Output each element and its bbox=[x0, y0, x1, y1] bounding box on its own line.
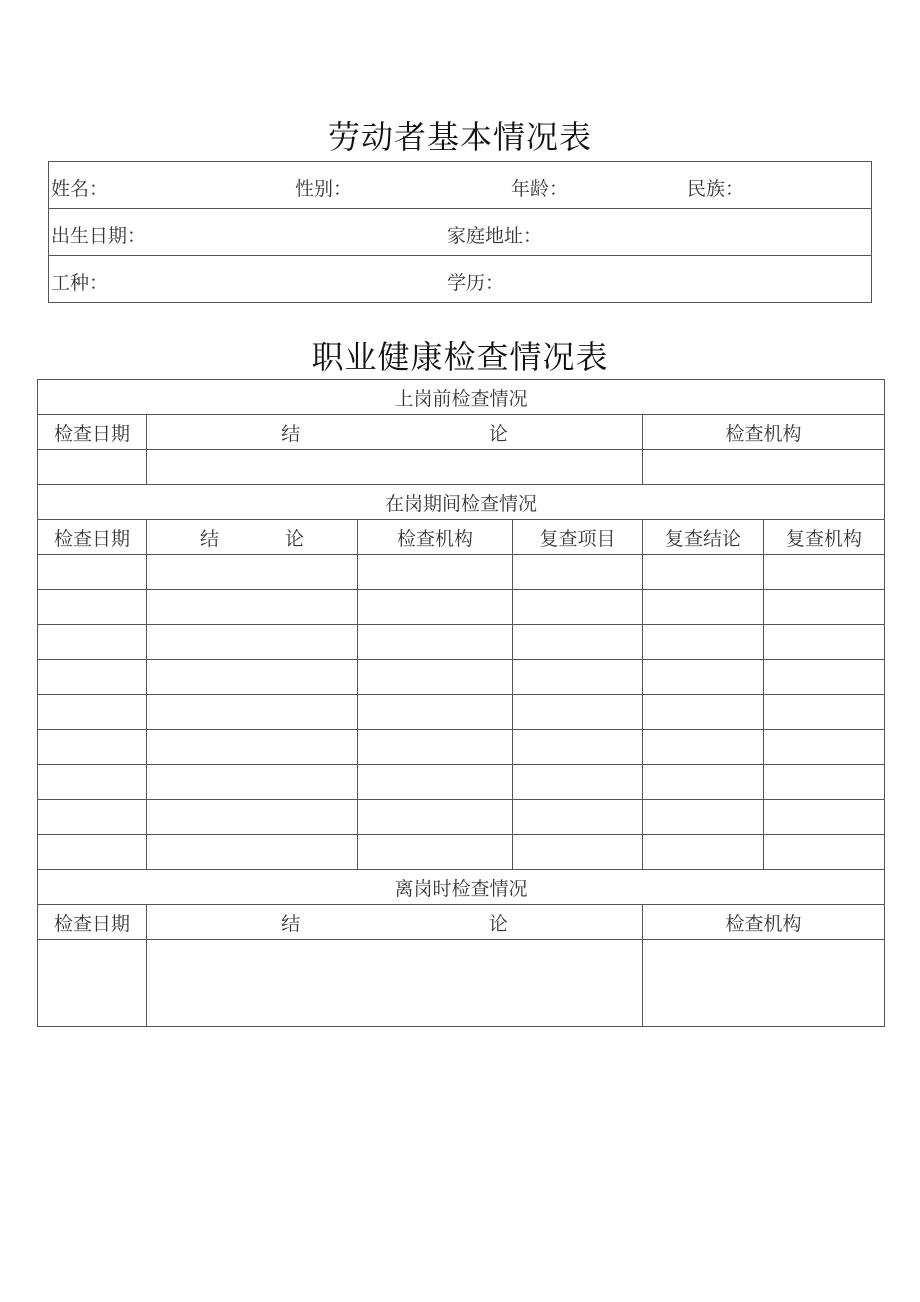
gender-label: 性别： bbox=[295, 178, 353, 200]
leave-job-institution-cell[interactable] bbox=[643, 940, 885, 1027]
on-job-entry-row bbox=[38, 765, 885, 800]
on-job-conclusion-header: 结 论 bbox=[147, 520, 358, 555]
on-job-conclusion-cell[interactable] bbox=[147, 660, 358, 695]
on-job-entry-rows bbox=[38, 555, 885, 870]
on-job-recheck-institution-cell[interactable] bbox=[764, 730, 885, 765]
on-job-recheck-conclusion-cell[interactable] bbox=[643, 555, 764, 590]
on-job-recheck-conclusion-cell[interactable] bbox=[643, 660, 764, 695]
on-job-recheck-item-cell[interactable] bbox=[513, 555, 643, 590]
basic-info-title: 劳动者基本情况表 bbox=[327, 118, 592, 156]
on-job-entry-row bbox=[38, 800, 885, 835]
on-job-recheck-conclusion-cell[interactable] bbox=[643, 590, 764, 625]
on-job-recheck-item-header: 复查项目 bbox=[513, 520, 643, 555]
info-row-1 bbox=[49, 162, 872, 209]
on-job-recheck-item-cell[interactable] bbox=[513, 695, 643, 730]
on-job-entry-row bbox=[38, 590, 885, 625]
leave-job-date-cell[interactable] bbox=[38, 940, 147, 1027]
on-job-recheck-item-cell[interactable] bbox=[513, 660, 643, 695]
on-job-entry-row bbox=[38, 625, 885, 660]
on-job-date-cell[interactable] bbox=[38, 625, 147, 660]
on-job-recheck-institution-cell[interactable] bbox=[764, 590, 885, 625]
on-job-recheck-conclusion-cell[interactable] bbox=[643, 730, 764, 765]
pre-job-conclusion-cell[interactable] bbox=[147, 450, 643, 485]
on-job-date-cell[interactable] bbox=[38, 555, 147, 590]
health-exam-table bbox=[37, 379, 885, 1027]
on-job-recheck-item-cell[interactable] bbox=[513, 730, 643, 765]
on-job-institution-cell[interactable] bbox=[358, 555, 513, 590]
health-exam-title: 职业健康检查情况表 bbox=[311, 338, 609, 376]
leave-job-header-row bbox=[38, 905, 885, 940]
on-job-date-cell[interactable] bbox=[38, 835, 147, 870]
on-job-recheck-conclusion-header: 复查结论 bbox=[643, 520, 764, 555]
on-job-entry-row bbox=[38, 835, 885, 870]
on-job-recheck-conclusion-cell[interactable] bbox=[643, 765, 764, 800]
address-label: 家庭地址： bbox=[447, 225, 543, 247]
on-job-date-header: 检查日期 bbox=[38, 520, 147, 555]
on-job-date-cell[interactable] bbox=[38, 765, 147, 800]
on-job-conclusion-cell[interactable] bbox=[147, 800, 358, 835]
job-type-label: 工种： bbox=[51, 272, 109, 294]
on-job-recheck-institution-cell[interactable] bbox=[764, 835, 885, 870]
on-job-recheck-conclusion-cell[interactable] bbox=[643, 835, 764, 870]
on-job-recheck-conclusion-cell[interactable] bbox=[643, 800, 764, 835]
on-job-institution-cell[interactable] bbox=[358, 695, 513, 730]
on-job-conclusion-cell[interactable] bbox=[147, 625, 358, 660]
on-job-section-title: 在岗期间检查情况 bbox=[38, 485, 885, 520]
on-job-date-cell[interactable] bbox=[38, 660, 147, 695]
on-job-institution-cell[interactable] bbox=[358, 625, 513, 660]
on-job-institution-cell[interactable] bbox=[358, 765, 513, 800]
on-job-conclusion-cell[interactable] bbox=[147, 765, 358, 800]
pre-job-header-row bbox=[38, 415, 885, 450]
on-job-conclusion-cell[interactable] bbox=[147, 730, 358, 765]
on-job-conclusion-cell[interactable] bbox=[147, 555, 358, 590]
on-job-recheck-item-cell[interactable] bbox=[513, 625, 643, 660]
on-job-recheck-institution-cell[interactable] bbox=[764, 765, 885, 800]
age-label: 年龄： bbox=[511, 178, 569, 200]
on-job-institution-cell[interactable] bbox=[358, 660, 513, 695]
on-job-recheck-institution-cell[interactable] bbox=[764, 660, 885, 695]
education-label: 学历： bbox=[447, 272, 505, 294]
leave-job-conclusion-cell[interactable] bbox=[147, 940, 643, 1027]
pre-job-conclusion-header: 结 论 bbox=[147, 415, 643, 450]
on-job-recheck-conclusion-cell[interactable] bbox=[643, 695, 764, 730]
on-job-date-cell[interactable] bbox=[38, 695, 147, 730]
on-job-recheck-item-cell[interactable] bbox=[513, 765, 643, 800]
birth-date-label: 出生日期： bbox=[51, 225, 147, 247]
name-label: 姓名： bbox=[51, 178, 109, 200]
ethnicity-label: 民族： bbox=[687, 178, 745, 200]
pre-job-institution-cell[interactable] bbox=[643, 450, 885, 485]
info-row-3 bbox=[49, 256, 872, 303]
on-job-recheck-item-cell[interactable] bbox=[513, 800, 643, 835]
on-job-institution-cell[interactable] bbox=[358, 730, 513, 765]
on-job-institution-cell[interactable] bbox=[358, 590, 513, 625]
on-job-recheck-item-cell[interactable] bbox=[513, 590, 643, 625]
pre-job-entry-row bbox=[38, 450, 885, 485]
on-job-date-cell[interactable] bbox=[38, 730, 147, 765]
leave-job-section-row bbox=[38, 870, 885, 905]
on-job-institution-header: 检查机构 bbox=[358, 520, 513, 555]
on-job-recheck-conclusion-cell[interactable] bbox=[643, 625, 764, 660]
on-job-header-row bbox=[38, 520, 885, 555]
pre-job-date-header: 检查日期 bbox=[38, 415, 147, 450]
on-job-recheck-institution-cell[interactable] bbox=[764, 695, 885, 730]
on-job-recheck-item-cell[interactable] bbox=[513, 835, 643, 870]
on-job-recheck-institution-cell[interactable] bbox=[764, 800, 885, 835]
pre-job-date-cell[interactable] bbox=[38, 450, 147, 485]
leave-job-conclusion-header: 结 论 bbox=[147, 905, 643, 940]
leave-job-section-title: 离岗时检查情况 bbox=[38, 870, 885, 905]
basic-info-table bbox=[48, 161, 872, 303]
on-job-section-row bbox=[38, 485, 885, 520]
on-job-institution-cell[interactable] bbox=[358, 835, 513, 870]
on-job-entry-row bbox=[38, 695, 885, 730]
on-job-conclusion-cell[interactable] bbox=[147, 590, 358, 625]
on-job-entry-row bbox=[38, 730, 885, 765]
info-row-2 bbox=[49, 209, 872, 256]
leave-job-entry-row bbox=[38, 940, 885, 1027]
on-job-recheck-institution-cell[interactable] bbox=[764, 555, 885, 590]
on-job-conclusion-cell[interactable] bbox=[147, 695, 358, 730]
on-job-conclusion-cell[interactable] bbox=[147, 835, 358, 870]
on-job-recheck-institution-header: 复查机构 bbox=[764, 520, 885, 555]
on-job-entry-row bbox=[38, 555, 885, 590]
on-job-date-cell[interactable] bbox=[38, 590, 147, 625]
leave-job-institution-header: 检查机构 bbox=[643, 905, 885, 940]
leave-job-date-header: 检查日期 bbox=[38, 905, 147, 940]
on-job-entry-row bbox=[38, 660, 885, 695]
on-job-institution-cell[interactable] bbox=[358, 800, 513, 835]
pre-job-section-title: 上岗前检查情况 bbox=[38, 380, 885, 415]
pre-job-institution-header: 检查机构 bbox=[643, 415, 885, 450]
on-job-date-cell[interactable] bbox=[38, 800, 147, 835]
pre-job-section-row bbox=[38, 380, 885, 415]
on-job-recheck-institution-cell[interactable] bbox=[764, 625, 885, 660]
